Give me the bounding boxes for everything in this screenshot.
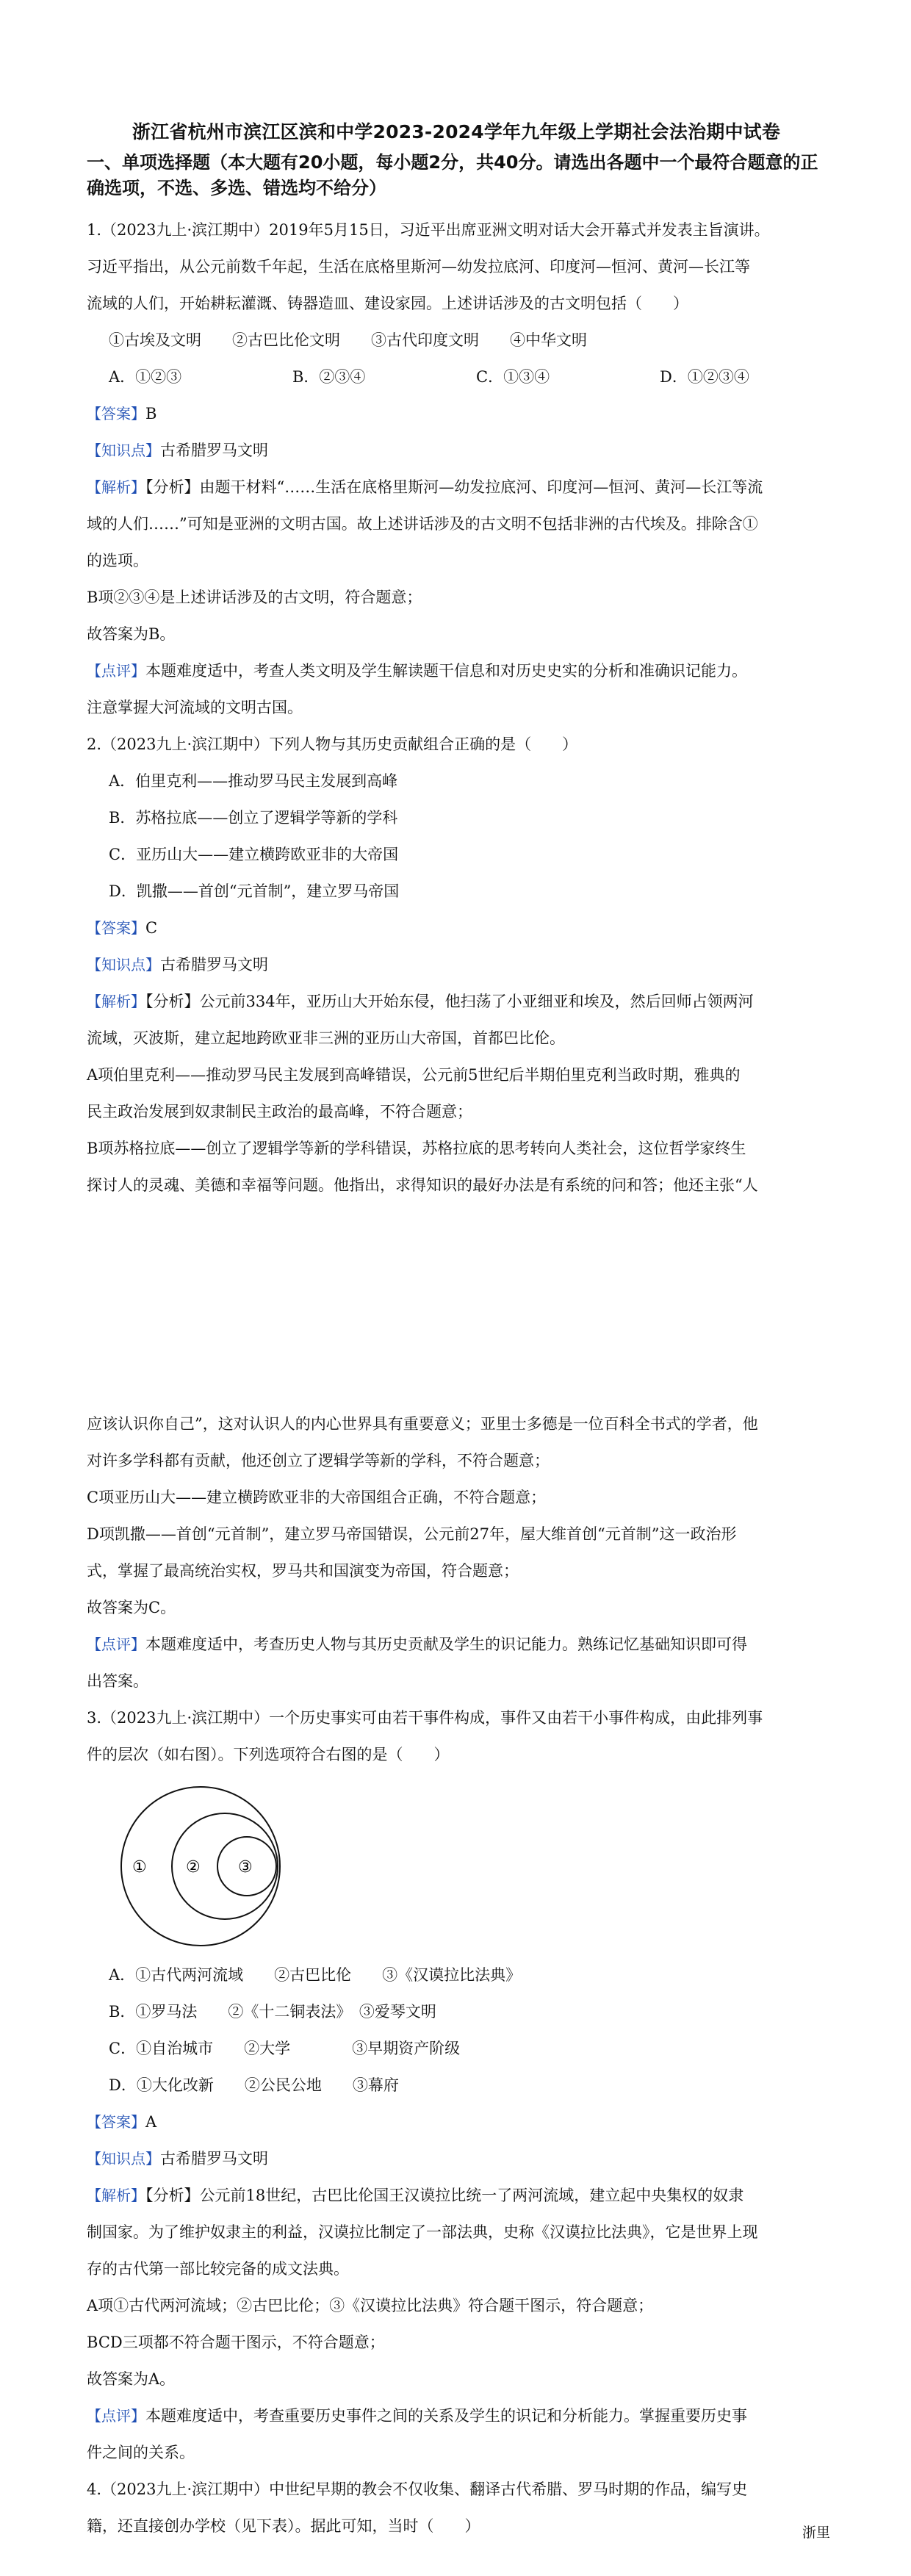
section-heading: 一、单项选择题（本大题有20小题，每小题2分，共40分。请选出各题中一个最符合题意的正确选项，不选、多选、错选均不给分） (87, 152, 818, 198)
q3-option-a: A．①古代两河流域 ②古巴比伦 ③《汉谟拉比法典》 (109, 1966, 522, 1984)
q2-analysis (87, 983, 826, 1020)
q2-analysis-line: 应该认识你自己”，这对认识人的内心世界具有重要意义；亚里士多德是一位百科全书式的学者，他 (87, 1415, 758, 1433)
answer-label: 【答案】 (87, 2113, 145, 2131)
q2-option-a: A．伯里克利——推动罗马民主发展到高峰 (109, 772, 398, 790)
q1-stem-line: 习近平指出，从公元前数千年起，生活在底格里斯河—幼发拉底河、印度河—恒河、黄河—长江等 (87, 258, 750, 276)
q2-knowledge (87, 946, 826, 983)
q4-stem-line: 籍，还直接创办学校（见下表）。据此可知，当时（ ） (87, 2517, 480, 2535)
exam-content (87, 118, 826, 2544)
q2-option-c: C．亚历山大——建立横跨欧亚非的大帝国 (109, 846, 399, 863)
q1-analysis-line: 域的人们……”可知是亚洲的文明古国。故上述讲话涉及的古文明不包括非洲的古代埃及。排除含① (87, 515, 758, 533)
knowledge-label: 【知识点】 (87, 956, 160, 974)
q2-comment (87, 1626, 826, 1663)
q2-stem: 2.（2023九上·滨江期中）下列人物与其历史贡献组合正确的是（ ） (87, 735, 578, 753)
knowledge-label: 【知识点】 (87, 442, 160, 459)
q2-analysis-line: B项苏格拉底——创立了逻辑学等新的学科错误，苏格拉底的思考转向人类社会，这位哲学家终生 (87, 1140, 746, 1157)
analysis-label: 【解析】 (87, 478, 145, 496)
q2-option-d: D．凯撒——首创“元首制”，建立罗马帝国 (109, 882, 400, 900)
q1-comment-line: 注意掌握大河流域的文明古国。 (87, 699, 303, 716)
q2-analysis-line: C项亚历山大——建立横跨欧亚非的大帝国组合正确，不符合题意； (87, 1489, 547, 1506)
q3-analysis-line: 故答案为A。 (87, 2370, 176, 2388)
q3-comment (87, 2397, 826, 2434)
answer-label: 【答案】 (87, 405, 145, 422)
q3-option-b: B．①罗马法 ②《十二铜表法》 ③爱琴文明 (109, 2003, 436, 2021)
q2-comment-line: 出答案。 (87, 1672, 148, 1690)
circle-label-3: ③ (238, 1858, 253, 1877)
q3-stem-line: 件的层次（如右图）。下列选项符合右图的是（ ） (87, 1746, 450, 1763)
answer-label: 【答案】 (87, 919, 145, 937)
q1-knowledge (87, 432, 826, 469)
q2-analysis-line: 式，掌握了最高统治实权，罗马共和国演变为帝国，符合题意； (87, 1562, 519, 1580)
q3-analysis-line: BCD三项都不符合题干图示，不符合题意； (87, 2334, 385, 2351)
q1-comment (87, 652, 826, 689)
q3-stem-line: 3.（2023九上·滨江期中）一个历史事实可由若干事件构成，事件又由若干小事件构成，由此排列事 (87, 1709, 763, 1727)
q2-analysis-line: 探讨人的灵魂、美德和幸福等问题。他指出，求得知识的最好办法是有系统的问和答；他还主张“人 (87, 1176, 758, 1194)
question-3 (87, 1699, 826, 2471)
q3-answer-value: A (145, 2113, 157, 2131)
q2-analysis-line: 对许多学科都有贡献，他还创立了逻辑学等新的学科，不符合题意； (87, 1452, 550, 1469)
q3-knowledge-value: 古希腊罗马文明 (160, 2150, 268, 2167)
q1-analysis (87, 469, 826, 506)
q1-option-c: C．①③④ (476, 368, 550, 386)
q1-analysis-line: 故答案为B。 (87, 625, 176, 643)
circle-label-1: ① (132, 1858, 147, 1877)
q2-knowledge-value: 古希腊罗马文明 (160, 956, 268, 974)
knowledge-label: 【知识点】 (87, 2150, 160, 2167)
q2-answer (87, 910, 826, 946)
q1-options (87, 359, 826, 395)
q3-comment-line: 件之间的关系。 (87, 2444, 195, 2461)
q2-analysis-line: 故答案为C。 (87, 1599, 176, 1616)
q1-comment-line: 本题难度适中，考查人类文明及学生解读题干信息和对历史史实的分析和准确识记能力。 (145, 662, 747, 680)
q1-analysis-line: B项②③④是上述讲话涉及的古文明，符合题意； (87, 589, 422, 606)
q1-option-b: B．②③④ (292, 368, 366, 386)
analysis-label: 【解析】 (87, 993, 145, 1010)
question-1 (87, 212, 826, 726)
question-4 (87, 2471, 826, 2544)
nested-circles-diagram (87, 1773, 826, 1957)
q3-answer (87, 2104, 826, 2140)
q3-comment-line: 本题难度适中，考查重要历史事件之间的关系及学生的识记和分析能力。掌握重要历史事 (145, 2407, 747, 2425)
analysis-label: 【解析】 (87, 2187, 145, 2204)
comment-label: 【点评】 (87, 2407, 145, 2425)
circle-label-2: ② (186, 1858, 201, 1877)
page-break-gap (87, 1204, 826, 1406)
q2-analysis-line: D项凯撒——首创“元首制”，建立罗马帝国错误，公元前27年，屋大维首创“元首制”这一政治形 (87, 1525, 737, 1543)
q1-answer (87, 395, 826, 432)
q3-option-c: C．①自治城市 ②大学 ③早期资产阶级 (109, 2040, 461, 2057)
q2-comment-line: 本题难度适中，考查历史人物与其历史贡献及学生的识记能力。熟练记忆基础知识即可得 (145, 1636, 747, 1653)
q2-answer-value: C (145, 919, 158, 937)
q1-analysis-line: 【分析】由题干材料“……生活在底格里斯河—幼发拉底河、印度河—恒河、黄河—长江等流 (145, 478, 763, 496)
q2-analysis-line: 流域，灭波斯，建立起地跨欧亚非三洲的亚历山大帝国，首都巴比伦。 (87, 1029, 565, 1047)
q3-knowledge (87, 2140, 826, 2177)
q3-option-d: D．①大化改新 ②公民公地 ③幕府 (109, 2076, 399, 2094)
nested-circles-svg (116, 1782, 285, 1951)
question-2 (87, 726, 826, 1699)
q3-analysis (87, 2177, 826, 2214)
comment-label: 【点评】 (87, 1636, 145, 1653)
q3-analysis-line: 制国家。为了维护奴隶主的利益，汉谟拉比制定了一部法典，史称《汉谟拉比法典》，它是世界上现 (87, 2223, 758, 2241)
q4-stem-line: 4.（2023九上·滨江期中）中世纪早期的教会不仅收集、翻译古代希腊、罗马时期的作品，编写史 (87, 2480, 748, 2498)
q2-analysis-line: A项伯里克利——推动罗马民主发展到高峰错误，公元前5世纪后半期伯里克利当政时期，雅典的 (87, 1066, 741, 1084)
q1-knowledge-value: 古希腊罗马文明 (160, 442, 268, 459)
q1-stem-line: 1.（2023九上·滨江期中）2019年5月15日，习近平出席亚洲文明对话大会开幕式并发表主旨演讲。 (87, 221, 770, 239)
q1-option-d: D．①②③④ (660, 368, 749, 386)
q1-analysis-line: 的选项。 (87, 552, 148, 569)
page-title: 浙江省杭州市滨江区滨和中学2023-2024学年九年级上学期社会法治期中试卷 (132, 121, 781, 143)
q1-items: ①古埃及文明 ②古巴比伦文明 ③古代印度文明 ④中华文明 (109, 331, 587, 349)
q2-option-b: B．苏格拉底——创立了逻辑学等新的学科 (109, 809, 398, 827)
q3-analysis-line: A项①古代两河流域；②古巴比伦；③《汉谟拉比法典》符合题干图示，符合题意； (87, 2297, 654, 2314)
q1-stem-line: 流域的人们，开始耕耘灌溉、铸器造皿、建设家园。上述讲话涉及的古文明包括（ ） (87, 295, 688, 312)
q3-analysis-line: 存的古代第一部比较完备的成文法典。 (87, 2260, 349, 2278)
q3-analysis-line: 【分析】公元前18世纪，古巴比伦国王汉谟拉比统一了两河流域，建立起中央集权的奴隶 (145, 2187, 744, 2204)
q1-answer-value: B (145, 405, 157, 422)
q2-analysis-line: 民主政治发展到奴隶制民主政治的最高峰，不符合题意； (87, 1103, 472, 1120)
q1-option-a: A．①②③ (109, 368, 182, 386)
page-footer: 浙里 (802, 2525, 830, 2541)
comment-label: 【点评】 (87, 662, 145, 680)
q2-analysis-line: 【分析】公元前334年，亚历山大开始东侵，他扫荡了小亚细亚和埃及，然后回师占领两河 (145, 993, 754, 1010)
